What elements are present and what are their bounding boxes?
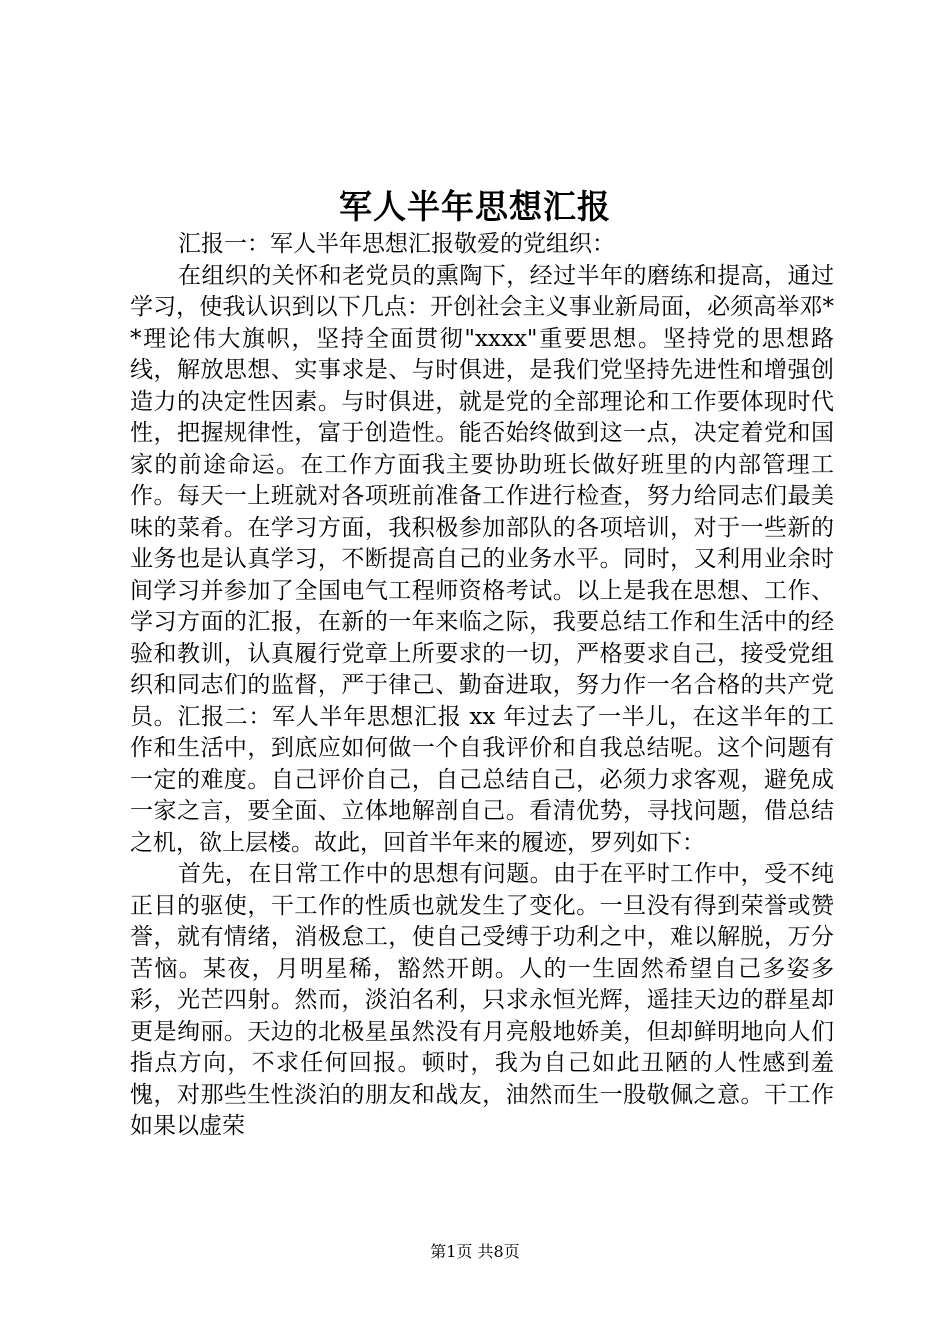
body-paragraph: 汇报一：军人半年思想汇报敬爱的党组织：: [178, 231, 615, 257]
document-body: [130, 229, 834, 1143]
page-number-footer: 第1页 共8页: [430, 1242, 520, 1261]
body-paragraph: 在组织的关怀和老党员的熏陶下，经过半年的磨练和提高，通过学习，使我认识到以下几点：开创社会主义事业新局面，必须高举邓**理论伟大旗帜，坚持全面贯彻"xxxx"重要思想。坚持党的思想路线，解放思想、实事求是、与时俱进，是我们党坚持先进性和增强创造力的决定性因素。与时俱进，就是党的全部理论和工作要体现时代性，把握规律性，富于创造性。能否始终做到这一点，决定着党和国家的前途命运。在工作方面我主要协助班长做好班里的内部管理工作。每天一上班就对各项班前准备工作进行检查，努力给同志们最美味的菜肴。在学习方面，我积极参加部队的各项培训，对于一些新的业务也是认真学习，不断提高自己的业务水平。同时，又利用业余时间学习并参加了全国电气工程师资格考试。以上是我在思想、工作、学习方面的汇报，在新的一年来临之际，我要总结工作和生活中的经验和教训，认真履行党章上所要求的一切，严格要求自己，接受党组织和同志们的监督，严于律己、勤奋进取，努力作一名合格的共产党员。汇报二：军人半年思想汇报 xx 年过去了一半儿，在这半年的工作和生活中，到底应如何做一个自我评价和自我总结呢。这个问题有一定的难度。自己评价自己，自己总结自己，必须力求客观，避免成一家之言，要全面、立体地解剖自己。看清优势，寻找问题，借总结之机，欲上层楼。故此，回首半年来的履迹，罗列如下：: [130, 262, 834, 856]
document-title: 军人半年思想汇报: [339, 187, 611, 226]
body-paragraph: 首先，在日常工作中的思想有问题。由于在平时工作中，受不纯正目的驱使，干工作的性质也就发生了变化。一旦没有得到荣誉或赞誉，就有情绪，消极怠工，使自己受缚于功利之中，难以解脱，万分苦恼。某夜，月明星稀，豁然开朗。人的一生固然希望自己多姿多彩，光芒四射。然而，淡泊名利，只求永恒光辉，遥挂天边的群星却更是绚丽。天边的北极星虽然没有月亮般地娇美，但却鲜明地向人们指点方向，不求任何回报。顿时，我为自己如此丑陋的人性感到羞愧，对那些生性淡泊的朋友和战友，油然而生一股敬佩之意。干工作如果以虚荣: [130, 861, 834, 1139]
